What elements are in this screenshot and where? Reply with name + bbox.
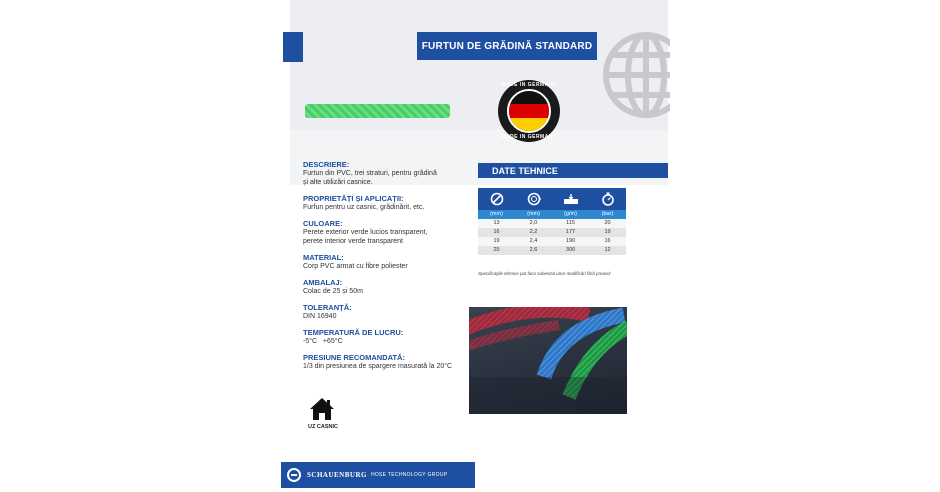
spec-text: Furtun din PVC, trei straturi, pentru grădină xyxy=(303,170,437,177)
table-cell: 19 xyxy=(604,229,611,235)
table-row xyxy=(478,237,626,246)
spec-heading: PRESIUNE RECOMANDATĂ: xyxy=(303,353,405,362)
globe-icon xyxy=(598,22,670,128)
table-cell: 190 xyxy=(565,238,576,244)
spec-text: Perete exterior verde lucios transparent, xyxy=(303,229,428,236)
table-cell: 16 xyxy=(604,238,611,244)
table-cell: 2,6 xyxy=(529,247,538,253)
table-cell: 115 xyxy=(566,220,575,226)
table-cell: 2,2 xyxy=(529,229,538,235)
spec-text: DIN 16940 xyxy=(303,313,337,320)
unit-cell: (g/m) xyxy=(564,211,577,217)
table-cell: 300 xyxy=(565,247,576,253)
unit-cell: (mm) xyxy=(527,211,540,217)
spec-section xyxy=(303,328,468,346)
table-row xyxy=(478,246,626,255)
table-icon-row xyxy=(478,188,626,210)
spec-heading: DESCRIERE: xyxy=(303,160,350,169)
table-cell: 13 xyxy=(493,220,500,226)
pressure-icon xyxy=(589,188,626,210)
badge-text-top: MADE IN GERMANY xyxy=(501,82,557,88)
house-icon xyxy=(309,396,335,422)
hose-sample-image xyxy=(305,104,450,118)
spec-text: și alte utilizări casnice. xyxy=(303,179,373,186)
table-cell: 2,4 xyxy=(529,238,538,244)
badge-text-bottom: MADE IN GERMANY xyxy=(501,134,557,140)
schauenburg-logo-icon xyxy=(287,468,301,482)
spec-section xyxy=(303,253,468,271)
specification-note: Specificațiile tehnice pot face subiectul unor modificări fără preaviz xyxy=(478,271,611,276)
spec-heading: TEMPERATURĂ DE LUCRU: xyxy=(303,328,404,337)
german-flag-icon xyxy=(507,89,551,133)
spec-section xyxy=(303,194,468,212)
spec-text: Colac de 25 și 50m xyxy=(303,288,363,295)
tech-data-header: DATE TEHNICE xyxy=(478,163,668,178)
spec-heading: AMBALAJ: xyxy=(303,278,343,287)
spec-heading: CULOARE: xyxy=(303,219,343,228)
table-cell: 20 xyxy=(604,220,611,226)
table-units-row xyxy=(478,210,626,219)
specifications-column xyxy=(303,160,468,378)
spec-heading: MATERIAL: xyxy=(303,253,344,262)
spec-section xyxy=(303,278,468,296)
spec-text: perete interior verde transparent xyxy=(303,238,403,245)
table-cell: 16 xyxy=(493,229,500,235)
table-cell: 2,0 xyxy=(529,220,538,226)
wall-thickness-icon xyxy=(515,188,552,210)
product-title: FURTUN DE GRĂDINĂ STANDARD xyxy=(417,32,597,60)
table-row xyxy=(478,228,626,237)
spec-section xyxy=(303,303,468,321)
spec-section xyxy=(303,160,468,187)
footer-subtitle: HOSE TECHNOLOGY GROUP xyxy=(370,472,448,478)
usage-label: UZ CASNIC xyxy=(308,424,338,430)
spec-text: Furfun pentru uz casnic, grădinărit, etc. xyxy=(303,204,425,211)
made-in-germany-badge xyxy=(498,80,560,142)
table-row xyxy=(478,219,626,228)
diameter-icon xyxy=(478,188,515,210)
table-cell: 25 xyxy=(493,247,500,253)
tech-data-table xyxy=(478,188,626,255)
brand-square xyxy=(283,32,303,62)
spec-heading: TOLERANȚĂ: xyxy=(303,303,352,312)
spec-section xyxy=(303,353,468,371)
unit-cell: (mm) xyxy=(490,211,503,217)
footer-brand-bar xyxy=(281,462,475,488)
spec-text: -5°C +65°C xyxy=(303,338,343,345)
spec-section xyxy=(303,219,468,246)
hose-product-photo xyxy=(469,307,627,414)
weight-icon xyxy=(552,188,589,210)
table-cell: 177 xyxy=(565,229,576,235)
unit-cell: (bar) xyxy=(601,211,614,217)
spec-heading: PROPRIETĂȚI ȘI APLICAȚII: xyxy=(303,194,404,203)
spec-text: 1/3 din presiunea de spargere masurată la 20°C xyxy=(303,363,453,370)
table-cell: 12 xyxy=(604,247,611,253)
table-cell: 19 xyxy=(493,238,500,244)
footer-brand: SCHAUENBURG xyxy=(307,471,367,479)
spec-text: Corp PVC armat cu fibre poliester xyxy=(303,263,408,270)
